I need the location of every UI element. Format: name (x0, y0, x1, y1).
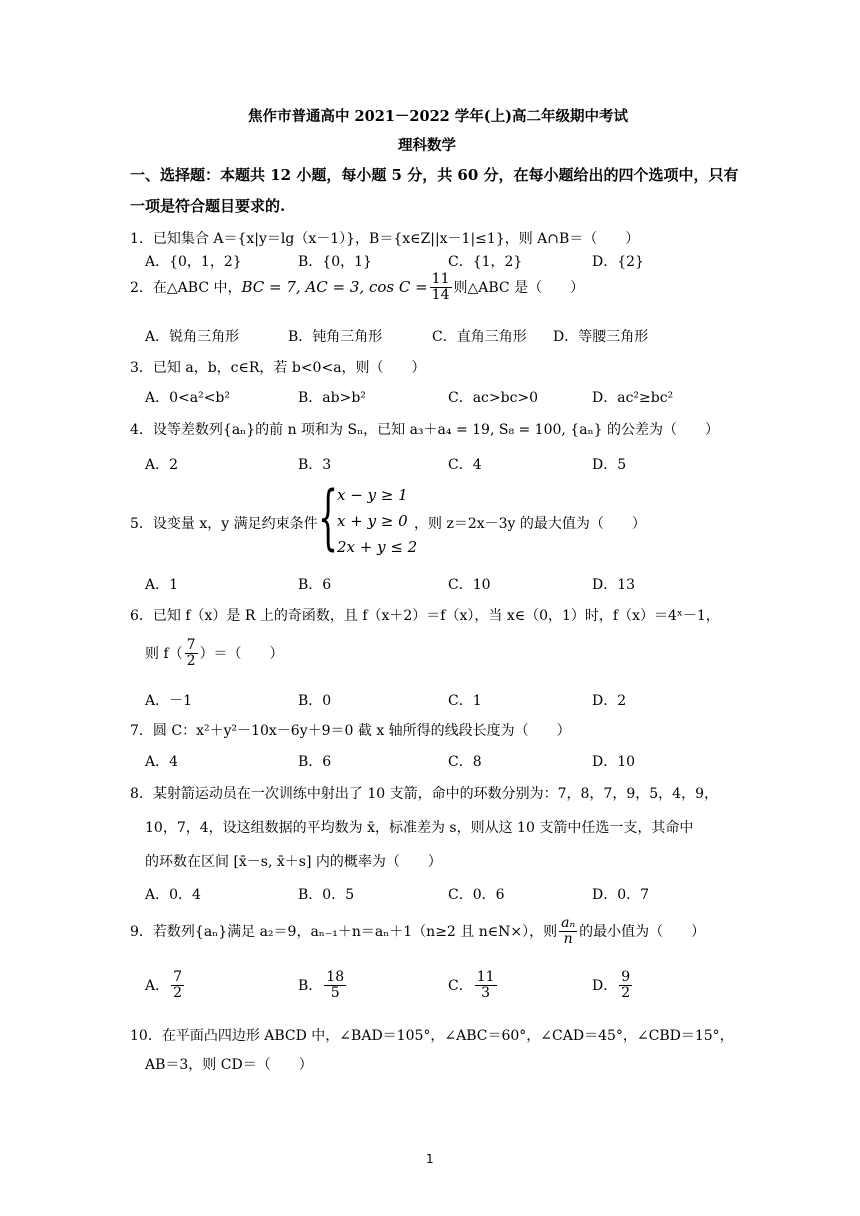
q8-option-d: D．0．7 (592, 887, 650, 903)
q5-option-a: A．1 (145, 577, 179, 593)
q9-a-den: 2 (173, 984, 183, 1001)
q2-pre: 2．在△ABC 中， (130, 280, 242, 297)
q9-d-den: 2 (621, 984, 631, 1001)
q8-option-b: B．0．5 (298, 887, 355, 903)
exam-subject: 理科数学 (398, 137, 456, 154)
q9-c-num: 11 (476, 969, 495, 985)
q9-option-b-label: B． (298, 978, 323, 995)
q3-option-d: D．ac²≥bc² (592, 390, 674, 406)
q1-option-b: B．{0，1} (298, 254, 372, 270)
q9-stem (130, 916, 705, 946)
q5-option-b: B．6 (298, 577, 332, 593)
q5-constraint-2: x + y ≥ 0 (337, 512, 408, 530)
q4-stem: 4．设等差数列{aₙ}的前 n 项和为 Sₙ，已知 a₃＋a₄ = 19, S₈ = 100, {aₙ} 的公差为（ ） (130, 422, 719, 438)
q9-b-den: 5 (330, 984, 340, 1001)
q6-line1: 6．已知 f（x）是 R 上的奇函数，且 f（x＋2）＝f（x），当 x∈（0，1）时，f（x）＝4ˣ－1， (130, 608, 720, 624)
q3-option-b: B．ab>b² (298, 390, 366, 406)
q9-post: 的最小值为（ ） (579, 924, 706, 941)
q6-fraction (185, 638, 198, 668)
q5-option-c: C．10 (448, 577, 491, 593)
q2-fraction (430, 272, 452, 302)
exam-title: 焦作市普通高中 2021－2022 学年(上)高二年级期中考试 (248, 108, 629, 125)
q9-option-a (145, 970, 186, 1000)
q5-option-d: D．13 (592, 577, 636, 593)
q2-option-d: D．等腰三角形 (553, 329, 649, 345)
section-heading-line1: 一、选择题：本题共 12 小题，每小题 5 分，共 60 分，在每小题给出的四个选项中，只有 (130, 166, 739, 184)
q9-fraction (559, 916, 577, 946)
q6-pre: 则 f（ (145, 646, 183, 663)
q7-option-b: B．6 (298, 754, 332, 770)
q3-stem: 3．已知 a，b，c∈R，若 b<0<a，则（ ） (130, 360, 426, 376)
q2-option-c: C．直角三角形 (432, 329, 527, 345)
q3-option-a: A．0<a²<b² (145, 390, 231, 406)
q1-option-d: D．{2} (592, 254, 644, 270)
q1-stem: 1．已知集合 A＝{x|y＝lg（x－1）}，B＝{x∈Z||x－1|≤1}，则 A∩B＝（ ） (130, 231, 640, 247)
q9-d-num: 9 (621, 969, 631, 985)
q2-post: 则△ABC 是（ ） (453, 280, 585, 297)
q9-num: aₙ (561, 915, 576, 931)
q8-option-c: C．0．6 (448, 887, 505, 903)
q2-option-b: B．钝角三角形 (288, 329, 383, 345)
q10-line2: AB＝3，则 CD＝（ ） (145, 1057, 313, 1073)
section-heading-line2: 一项是符合题目要求的. (130, 197, 286, 215)
q2-den: 14 (431, 286, 450, 303)
q8-option-a: A．0．4 (145, 887, 201, 903)
q9-c-den: 3 (481, 984, 491, 1001)
q5-constraint-3: 2x + y ≤ 2 (337, 538, 418, 556)
q2-stem (130, 272, 584, 302)
q7-option-d: D．10 (592, 754, 636, 770)
q9-option-b (298, 970, 348, 1000)
q9-option-c (448, 970, 499, 1000)
q5-post: ，则 z＝2x－3y 的最大值为（ ） (414, 516, 646, 532)
q6-num: 7 (186, 637, 196, 653)
q6-post: ）＝（ ） (199, 646, 284, 663)
q6-option-a: A．－1 (145, 693, 193, 709)
q6-den: 2 (186, 652, 196, 669)
q7-stem: 7．圆 C：x²＋y²－10x－6y＋9＝0 截 x 轴所得的线段长度为（ ） (130, 723, 571, 739)
q5-brace: { (318, 476, 339, 558)
q9-den: n (563, 930, 573, 947)
q9-option-a-label: A． (145, 978, 170, 995)
q4-option-d: D．5 (592, 457, 627, 473)
q7-option-c: C．8 (448, 754, 482, 770)
q5-constraint-1: x − y ≥ 1 (337, 486, 408, 504)
q1-option-a: A．{0，1，2} (145, 254, 242, 270)
q5-pre: 5．设变量 x，y 满足约束条件 (130, 516, 318, 532)
q8-line1: 8．某射箭运动员在一次训练中射出了 10 支箭，命中的环数分别为：7，8，7，9，5，4，9， (130, 786, 718, 802)
q6-option-b: B．0 (298, 693, 332, 709)
q2-num: 11 (431, 271, 450, 287)
q2-option-a: A．锐角三角形 (145, 329, 240, 345)
q6-option-c: C．1 (448, 693, 482, 709)
page-number: 1 (426, 1152, 434, 1166)
q7-option-a: A．4 (145, 754, 179, 770)
q3-option-c: C．ac>bc>0 (448, 390, 539, 406)
q2-math: BC = 7, AC = 3, cos C = (241, 278, 428, 297)
q9-a-num: 7 (173, 969, 183, 985)
q4-option-b: B．3 (298, 457, 332, 473)
q9-b-num: 18 (326, 969, 345, 985)
q1-option-c: C．{1，2} (448, 254, 523, 270)
q9-option-c-label: C． (448, 978, 473, 995)
q9-option-d-label: D． (592, 978, 618, 995)
q8-line2: 10，7，4，设这组数据的平均数为 x̄，标准差为 s，则从这 10 支箭中任选一支，其命中 (145, 820, 694, 836)
q4-option-a: A．2 (145, 457, 179, 473)
q9-option-d (592, 970, 634, 1000)
q8-line3: 的环数在区间 [x̄－s, x̄＋s] 内的概率为（ ） (145, 854, 442, 870)
q4-option-c: C．4 (448, 457, 482, 473)
q10-line1: 10．在平面凸四边形 ABCD 中，∠BAD＝105°，∠ABC＝60°，∠CAD＝45°，∠CBD＝15°， (130, 1028, 734, 1044)
q6-option-d: D．2 (592, 693, 627, 709)
q6-line2 (145, 638, 284, 668)
q9-pre: 9．若数列{aₙ}满足 a₂＝9，aₙ₋₁＋n＝aₙ＋1（n≥2 且 n∈N×），则 (130, 924, 558, 941)
